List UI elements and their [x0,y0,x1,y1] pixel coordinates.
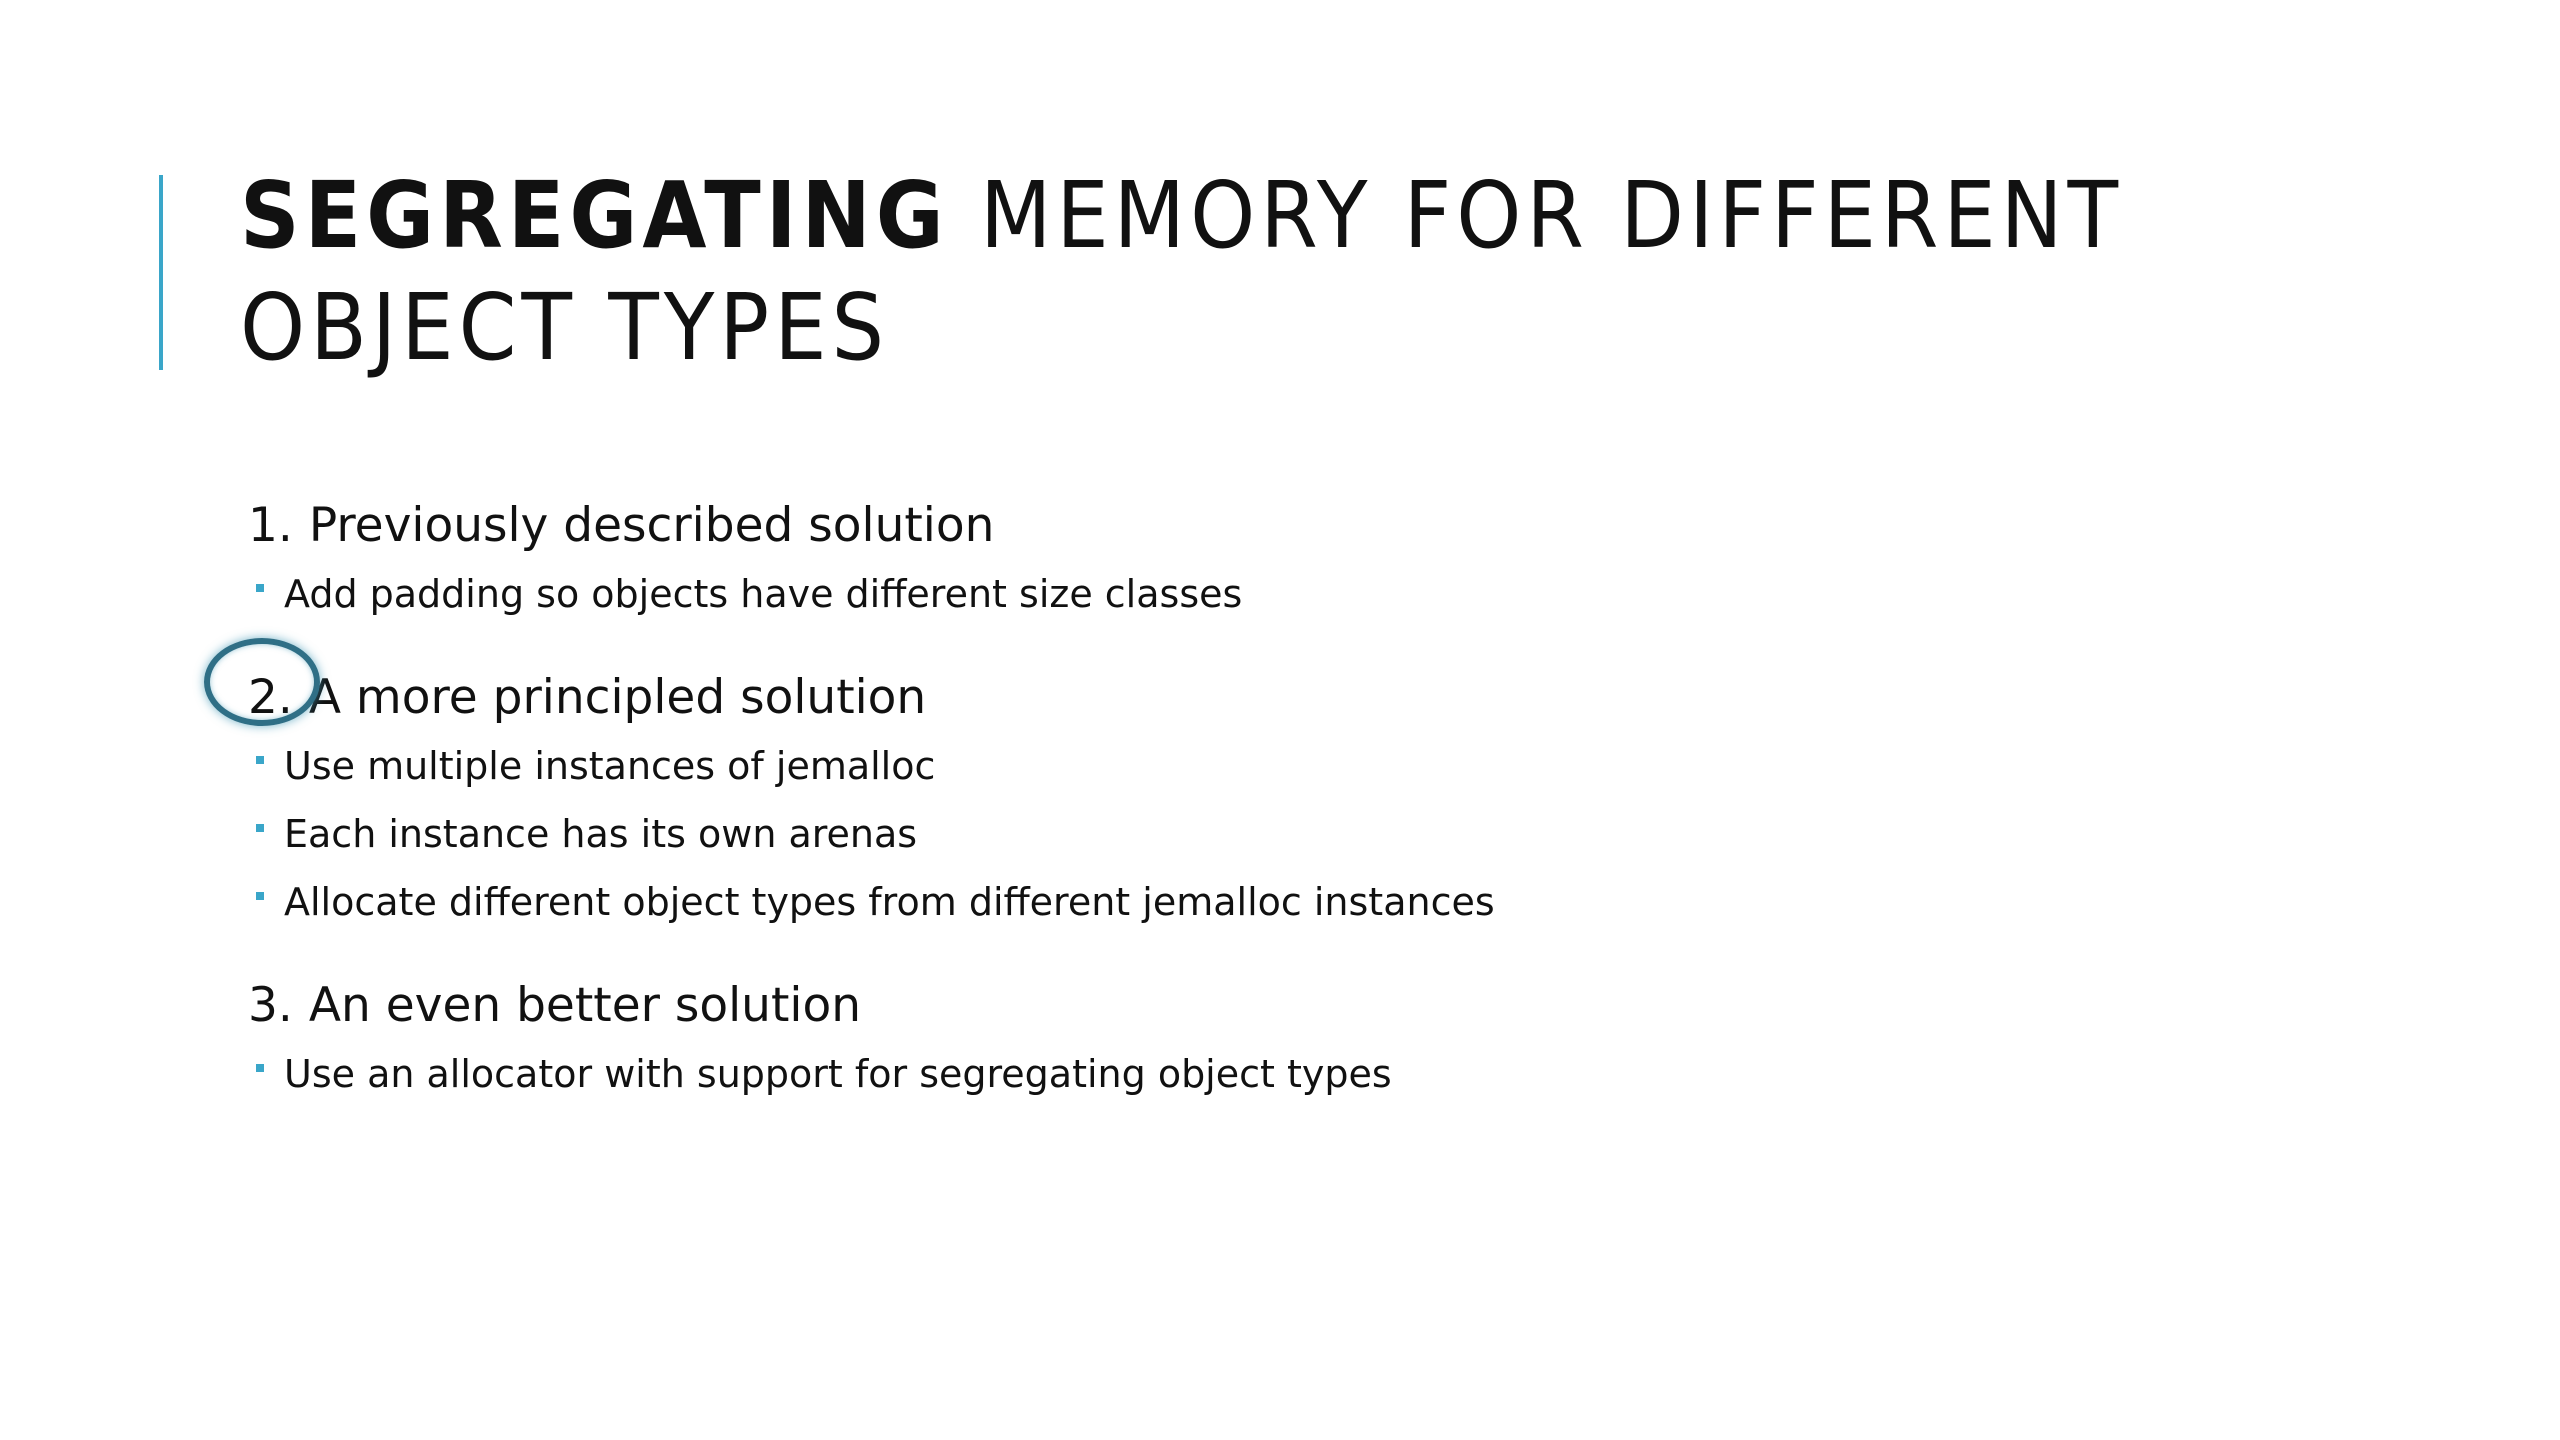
bullet-square-icon [256,824,264,832]
section-3 [248,972,2248,1108]
slide-content [248,492,2248,1108]
section-number: 1. [248,498,293,553]
section-2 [248,664,2248,936]
bullet-square-icon [256,892,264,900]
bullet-item [248,732,2248,800]
section-heading [248,492,2248,560]
bullet-text: Add padding so objects have different size classes [284,572,1243,616]
section-1 [248,492,2248,628]
bullet-text: Allocate different object types from different jemalloc instances [284,880,1495,924]
bullet-list [248,560,2248,628]
slide-title-rest: MEMORY FOR DIFFERENT OBJECT TYPES [240,162,2124,381]
bullet-text: Each instance has its own arenas [284,812,918,856]
bullet-item [248,800,2248,868]
bullet-list [248,1040,2248,1108]
slide-title-bold: SEGREGATING [240,162,949,269]
bullet-square-icon [256,1064,264,1072]
section-heading [248,972,2248,1040]
bullet-text: Use an allocator with support for segregating object types [284,1052,1392,1096]
bullet-item [248,560,2248,628]
section-heading [248,664,2248,732]
section-number: 3. [248,978,293,1033]
title-accent-bar [159,175,163,370]
bullet-list [248,732,2248,936]
section-heading-text: A more principled solution [308,670,927,725]
section-number: 2. [248,670,293,725]
slide-title [240,160,2240,384]
bullet-square-icon [256,756,264,764]
section-heading-text: An even better solution [308,978,862,1033]
bullet-item [248,868,2248,936]
bullet-square-icon [256,584,264,592]
bullet-item [248,1040,2248,1108]
bullet-text: Use multiple instances of jemalloc [284,744,936,788]
section-heading-text: Previously described solution [308,498,995,553]
